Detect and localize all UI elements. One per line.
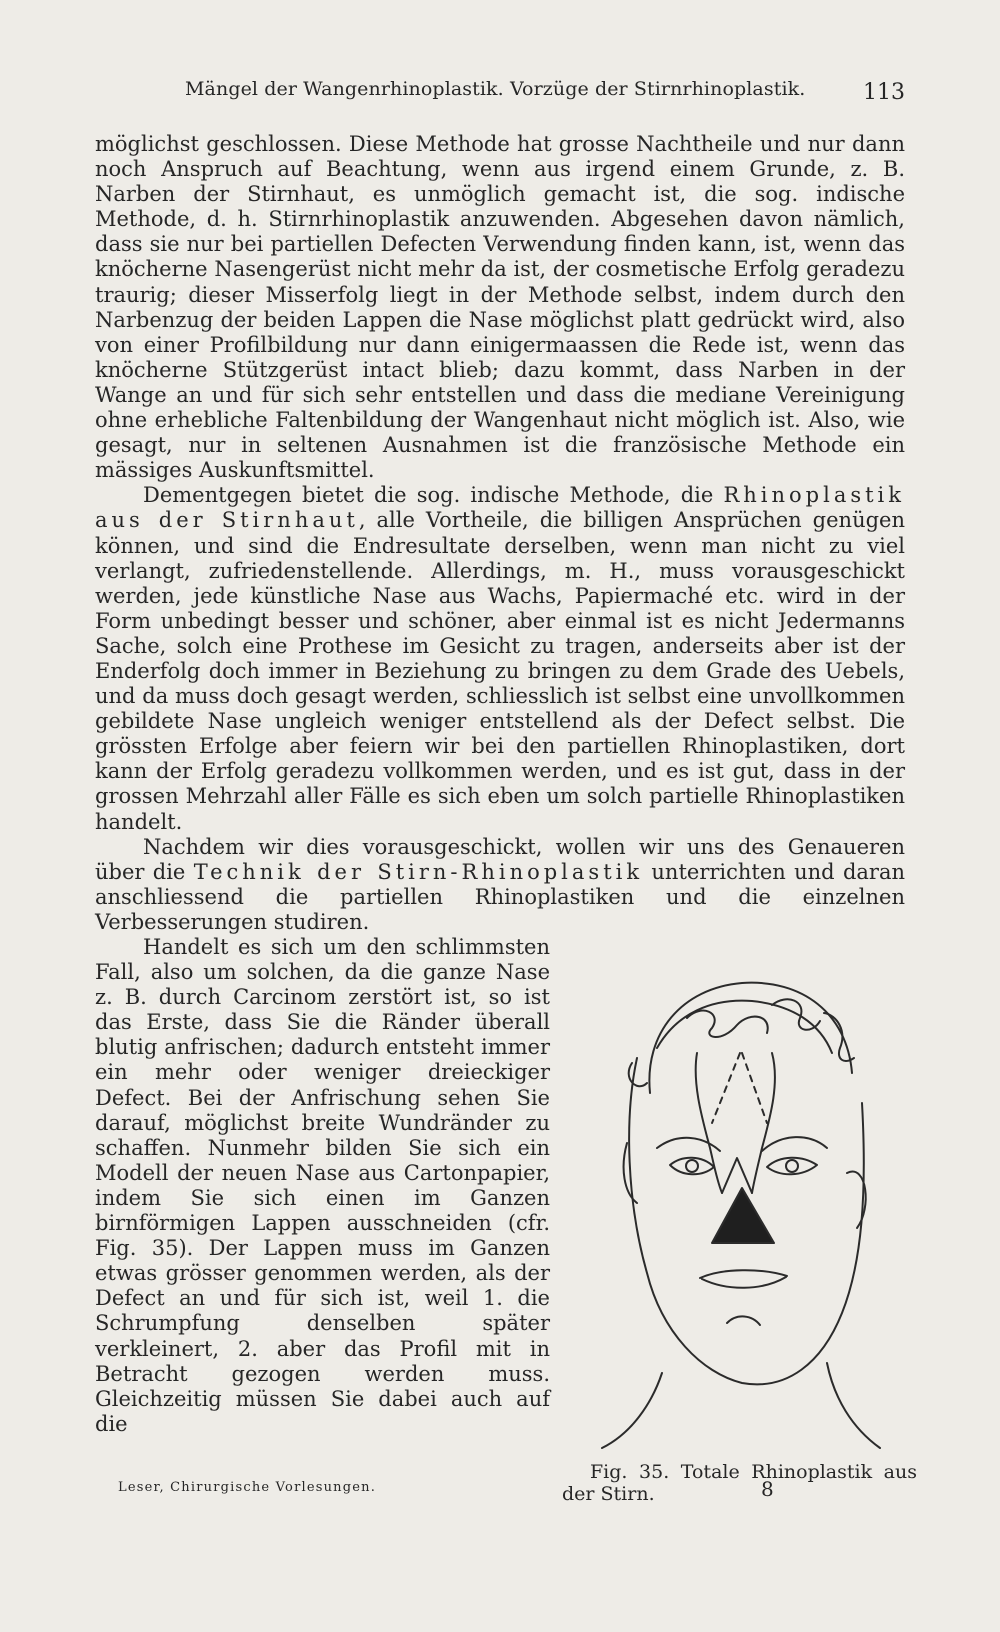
figure-35 bbox=[562, 943, 917, 1523]
p2-spaced-emphasis: Rhinoplastik aus der Stirnhaut bbox=[95, 483, 905, 533]
p2-text-start: Dementgegen bietet die sog. indische Methode, die bbox=[143, 483, 724, 508]
running-head: Mängel der Wangenrhinoplastik. Vorzüge der Stirnrhinoplastik. bbox=[185, 78, 806, 100]
face-illustration bbox=[562, 943, 917, 1453]
page-number: 113 bbox=[863, 80, 905, 105]
paragraph-3 bbox=[95, 835, 905, 935]
paragraph-4: Handelt es sich um den schlimmsten Fall, also um solchen, da die ganze Nase z. B. durch Carcinom zerstört ist, so ist das Erste, dass Sie die Ränder überall blutig anfrischen; dadurch entsteht immer ein mehr oder weniger dreieckiger Defect. Bei der Anfrischung sehen Sie darauf, möglichst breite Wundränder zu schaffen. Nunmehr bilden Sie sich ein Modell der neuen Nase aus Cartonpapier, indem Sie sich einen im Ganzen birnförmigen Lappen ausschneiden (cfr. Fig. 35). Der Lappen muss im Ganzen etwas grösser genommen werden, als der Defect an und für sich ist, weil 1. die Schrumpfung denselben später verkleinert, 2. aber das Profil mit in Betracht gezogen werden muss. Gleichzeitig müssen Sie dabei auch auf die bbox=[95, 935, 550, 1436]
body-text bbox=[95, 132, 917, 1523]
figure-caption: Fig. 35. Totale Rhinoplastik aus der Stirn. bbox=[562, 1461, 917, 1505]
page-header bbox=[95, 78, 905, 108]
page-footer bbox=[118, 1477, 818, 1504]
signature-mark: 8 bbox=[761, 1477, 774, 1501]
p3-text-start: Nachdem wir dies vorausgeschickt, wollen wir uns des Genaueren über die bbox=[95, 834, 905, 884]
p3-text-end: unterrichten und daran anschliessend die partiellen Rhinoplastiken und die einzelnen Verbesserungen studiren. bbox=[95, 859, 905, 934]
paragraph-1: möglichst geschlossen. Diese Methode hat grosse Nachtheile und nur dann noch Anspruch auf Beachtung, wenn aus irgend einem Grunde, z. B. Narben der Stirnhaut, es unmöglich gemacht ist, die sog. indische Methode, d. h. Stirnrhinoplastik anzuwenden. Abgesehen davon nämlich, dass sie nur bei partiellen Defecten Verwendung finden kann, ist, wenn das knöcherne Nasengerüst nicht mehr da ist, der cosmetische Erfolg geradezu traurig; dieser Misserfolg liegt in der Methode selbst, indem durch den Narbenzug der beiden Lappen die Nase möglichst platt gedrückt wird, also von einer Profilbildung nur dann einigermaassen die Rede ist, wenn das knöcherne Stützgerüst intact blieb; dazu kommt, dass Narben in der Wange an und für sich sehr entstellen und dass die mediane Vereinigung ohne erhebliche Faltenbildung der Wangenhaut nicht möglich ist. Also, wie gesagt, nur in seltenen Ausnahmen ist die französische Methode ein mässiges Auskunftsmittel. bbox=[95, 132, 905, 483]
book-title-footer: Leser, Chirurgische Vorlesungen. bbox=[118, 1480, 377, 1495]
paragraph-2 bbox=[95, 483, 905, 834]
p3-spaced-emphasis: Technik der Stirn-Rhinoplastik bbox=[193, 859, 644, 884]
p2-text-end: , alle Vortheile, die billigen Ansprüchen genügen können, und sind die Endresultate derselben, wenn man nicht zu viel verlangt, zufriedenstellende. Allerdings, m. H., muss vorausgeschickt werden, jede künstliche Nase aus Wachs, Papiermaché etc. wird in der Form unbedingt besser und schöner, aber einmal ist es nicht Jedermanns Sache, solch eine Prothese im Gesicht zu tragen, anderseits aber ist der Enderfolg doch immer in Beziehung zu bringen zu dem Grade des Uebels, und da muss doch gesagt werden, schliesslich ist selbst eine unvollkommen gebildete Nase ungleich weniger entstellend als der Defect selbst. Die grössten Erfolge aber feiern wir bei den partiellen Rhinoplastiken, dort kann der Erfolg geradezu vollkommen werden, und es ist gut, dass in der grossen Mehrzahl aller Fälle es sich eben um solch partielle Rhinoplastiken handelt. bbox=[95, 508, 905, 834]
